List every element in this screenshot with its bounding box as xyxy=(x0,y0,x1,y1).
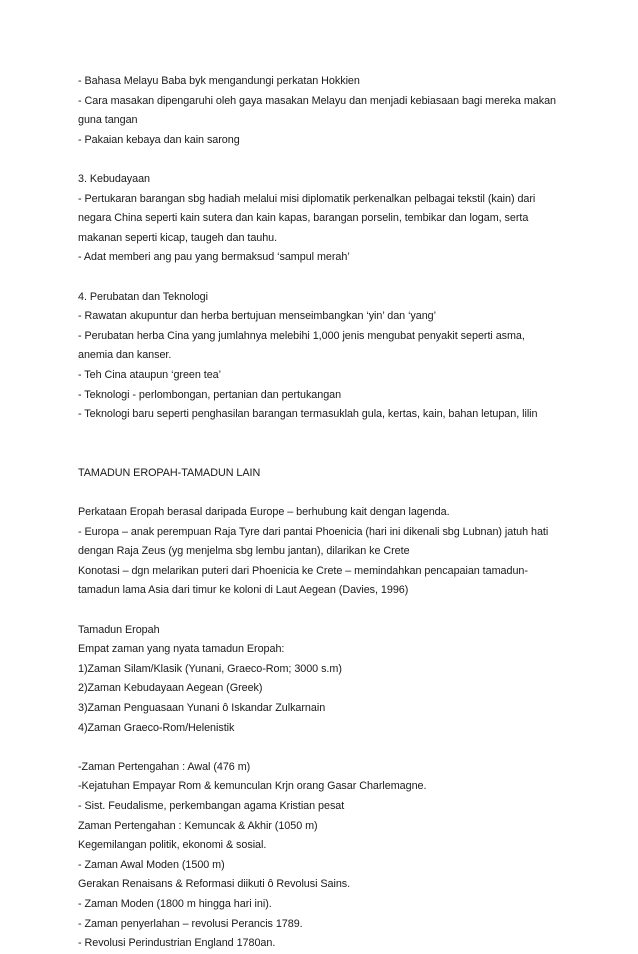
text-line: Kegemilangan politik, ekonomi & sosial. xyxy=(78,839,267,852)
text-line: anemia dan kanser. xyxy=(78,349,172,362)
text-line: - Zaman penyerlahan – revolusi Perancis 1789. xyxy=(78,917,303,930)
text-line: - Pakaian kebaya dan kain sarong xyxy=(78,133,240,146)
paragraph-spacer xyxy=(78,738,568,758)
text-line: - Pertukaran barangan sbg hadiah melalui misi diplomatik perkenalkan pelbagai tekstil (kain) dari xyxy=(78,192,536,205)
section-heading: 3. Kebudayaan xyxy=(78,172,150,185)
document-page xyxy=(78,72,568,954)
section-perubatan-teknologi xyxy=(78,288,568,425)
paragraph-spacer xyxy=(78,483,568,503)
text-line: - Teknologi baru seperti penghasilan barangan termasuklah gula, kertas, kain, bahan letupan, lilin xyxy=(78,408,538,421)
text-line: - Europa – anak perempuan Raja Tyre dari pantai Phoenicia (hari ini dikenali sbg Lubnan) jatuh hati xyxy=(78,525,549,538)
text-line: Perkataan Eropah berasal daripada Europe – berhubung kait dengan lagenda. xyxy=(78,506,450,519)
paragraph-spacer xyxy=(78,425,568,464)
text-line: 2)Zaman Kebudayaan Aegean (Greek) xyxy=(78,682,263,695)
section-heading: 4. Perubatan dan Teknologi xyxy=(78,290,208,303)
text-line: Empat zaman yang nyata tamadun Eropah: xyxy=(78,643,285,656)
text-line: - Zaman Awal Moden (1500 m) xyxy=(78,858,225,871)
text-line: - Zaman Moden (1800 m hingga hari ini). xyxy=(78,897,272,910)
paragraph-spacer xyxy=(78,150,568,170)
section-baba-culture xyxy=(78,72,568,150)
text-line: 4)Zaman Graeco-Rom/Helenistik xyxy=(78,721,235,734)
text-line: Zaman Pertengahan : Kemuncak & Akhir (1050 m) xyxy=(78,819,318,832)
text-line: - Teknologi - perlombongan, pertanian dan pertukangan xyxy=(78,388,342,401)
text-line: - Rawatan akupuntur dan herba bertujuan menseimbangkan ‘yin’ dan ‘yang’ xyxy=(78,310,436,323)
text-line: - Sist. Feudalisme, perkembangan agama Kristian pesat xyxy=(78,799,345,812)
text-line: Konotasi – dgn melarikan puteri dari Phoenicia ke Crete – memindahkan pencapaian tamadun- xyxy=(78,564,528,577)
text-line: - Revolusi Perindustrian England 1780an. xyxy=(78,937,276,950)
text-line: - Perubatan herba Cina yang jumlahnya melebihi 1,000 jenis mengubat penyakit seperti asma, xyxy=(78,329,525,342)
page-heading: TAMADUN EROPAH-TAMADUN LAIN xyxy=(78,466,261,479)
text-line: tamadun lama Asia dari timur ke koloni di Laut Aegean (Davies, 1996) xyxy=(78,584,409,597)
section-asal-eropah xyxy=(78,503,568,601)
text-line: - Bahasa Melayu Baba byk mengandungi perkatan Hokkien xyxy=(78,75,360,87)
text-line: makanan seperti kicap, taugeh dan tauhu. xyxy=(78,231,278,244)
text-line: 1)Zaman Silam/Klasik (Yunani, Graeco-Rom; 3000 s.m) xyxy=(78,662,342,675)
text-line: dengan Raja Zeus (yg menjelma sbg lembu jantan), dilarikan ke Crete xyxy=(78,545,410,558)
section-zaman-pertengahan-moden xyxy=(78,758,568,954)
text-line: Gerakan Renaisans & Reformasi diikuti ô Revolusi Sains. xyxy=(78,878,351,891)
text-line: guna tangan xyxy=(78,114,138,127)
paragraph-spacer xyxy=(78,268,568,288)
text-line: -Kejatuhan Empayar Rom & kemunculan Krjn orang Gasar Charlemagne. xyxy=(78,780,427,793)
section-empat-zaman xyxy=(78,621,568,739)
section-kebudayaan xyxy=(78,170,568,268)
paragraph-spacer xyxy=(78,601,568,621)
section-heading: Tamadun Eropah xyxy=(78,623,160,636)
text-line: - Adat memberi ang pau yang bermaksud ‘sampul merah’ xyxy=(78,251,350,264)
text-line: - Teh Cina ataupun ‘green tea’ xyxy=(78,368,221,381)
text-line: -Zaman Pertengahan : Awal (476 m) xyxy=(78,760,251,773)
section-tamadun-eropah-title xyxy=(78,464,568,484)
text-line: negara China seperti kain sutera dan kain kapas, barangan porselin, tembikar dan logam, serta xyxy=(78,212,529,225)
text-line: 3)Zaman Penguasaan Yunani ô Iskandar Zulkarnain xyxy=(78,702,326,714)
text-line: - Cara masakan dipengaruhi oleh gaya masakan Melayu dan menjadi kebiasaan bagi mereka makan xyxy=(78,94,556,107)
